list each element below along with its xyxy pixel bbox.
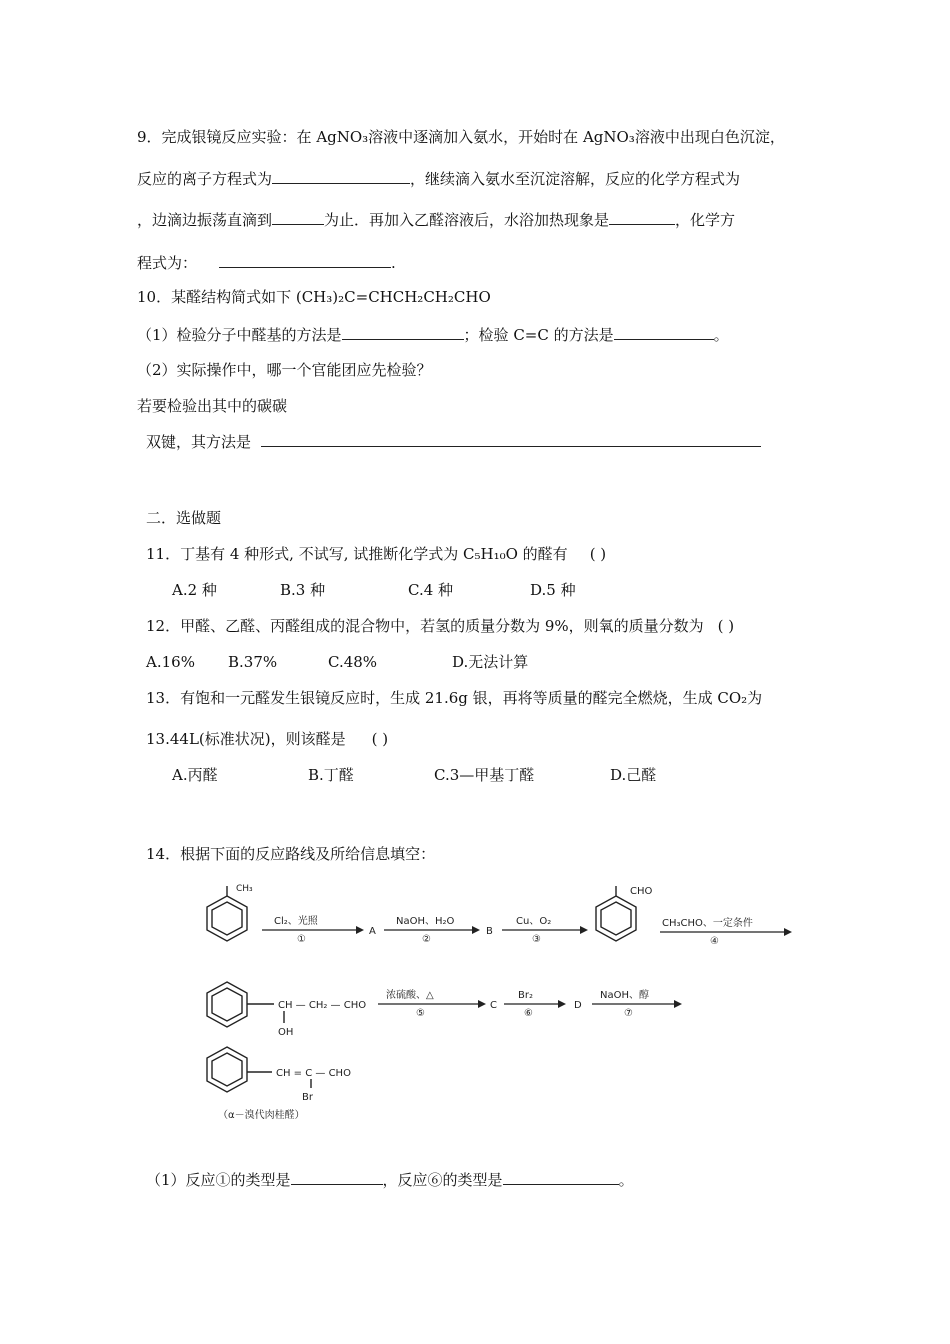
q13-stem-line1: 13．有饱和一元醛发生银镜反应时，生成 21.6g 银，再将等质量的醛完全燃烧，生成 CO₂为 <box>146 689 763 707</box>
step-4-reagent: CH₃CHO、一定条件 <box>662 918 753 929</box>
q10-part3: 若要检验出其中的碳碳 <box>137 397 288 415</box>
compound-d: D <box>574 1000 582 1011</box>
q10-text: ；检验 C=C 的方法是 <box>463 326 614 344</box>
final-product-name: （α－溴代肉桂醛） <box>218 1110 305 1121</box>
q9-line2 <box>137 168 740 189</box>
step-5-reagent: 浓硫酸、△ <box>386 990 434 1001</box>
step-4-number: ④ <box>710 936 719 947</box>
final-product-chain: CH = C — CHO <box>276 1068 351 1079</box>
step-1-reagent: Cl₂、光照 <box>274 916 318 927</box>
methyl-group: CH₃ <box>236 884 253 894</box>
q10-text: 。 <box>713 326 729 344</box>
q13-text: 13.44L(标准状况)，则该醛是 <box>146 730 346 748</box>
option-c[interactable]: C.4 种 <box>408 581 454 599</box>
step-7-reagent: NaOH、醇 <box>600 990 649 1001</box>
q10-text: （1）检验分子中醛基的方法是 <box>137 326 342 344</box>
q14-text: ，反应⑥的类型是 <box>382 1171 503 1189</box>
benzene-ring-icon <box>207 982 284 1027</box>
compound-b: B <box>486 926 493 937</box>
q14-text: （1）反应①的类型是 <box>146 1171 291 1189</box>
step-6-number: ⑥ <box>524 1008 533 1019</box>
q14-stem: 14．根据下面的反应路线及所给信息填空： <box>146 845 436 863</box>
step-1-number: ① <box>297 934 306 945</box>
step-2-number: ② <box>422 934 431 945</box>
step-2-reagent: NaOH、H₂O <box>396 916 455 927</box>
answer-blank[interactable] <box>219 252 391 268</box>
option-b[interactable]: B.3 种 <box>280 581 326 599</box>
q11-options <box>172 580 576 600</box>
q9-text: ，化学方 <box>675 211 736 229</box>
answer-paren[interactable]: ( ) <box>371 730 389 748</box>
option-a[interactable]: A.16% <box>146 653 195 671</box>
answer-blank[interactable] <box>261 431 761 447</box>
arrow-head-icon <box>784 928 792 936</box>
step-3-number: ③ <box>532 934 541 945</box>
q9-text: 程式为： <box>137 254 198 272</box>
q9-text: ，边滴边振荡直滴到 <box>137 211 273 229</box>
bromo-group: Br <box>302 1092 313 1103</box>
q9-line1: 9．完成银镜反应实验：在 AgNO₃溶液中逐滴加入氨水，开始时在 AgNO₃溶液中出现白色沉淀， <box>137 128 785 146</box>
q10-text: 双键，其方法是 <box>146 433 252 451</box>
q9-text: . <box>391 254 396 272</box>
answer-blank[interactable] <box>291 1169 383 1185</box>
step-6-reagent: Br₂ <box>518 990 533 1001</box>
benzene-ring-icon <box>207 886 247 941</box>
aldehyde-group: CHO <box>630 886 653 897</box>
reaction-scheme <box>196 880 796 1130</box>
answer-blank[interactable] <box>503 1169 619 1185</box>
q13-stem-line2 <box>146 729 388 749</box>
step-7-number: ⑦ <box>624 1008 633 1019</box>
q10-part2: （2）实际操作中，哪一个官能团应先检验？ <box>137 361 432 379</box>
option-d[interactable]: D.无法计算 <box>452 653 529 671</box>
answer-blank[interactable] <box>614 324 714 340</box>
q12-options <box>146 652 528 672</box>
step-5-number: ⑤ <box>416 1008 425 1019</box>
option-c[interactable]: C.3—甲基丁醛 <box>434 766 535 784</box>
option-b[interactable]: B.丁醛 <box>308 766 354 784</box>
compound-a: A <box>369 926 376 937</box>
hydroxyl-group: OH <box>278 1027 294 1038</box>
option-d[interactable]: D.己醛 <box>610 766 657 784</box>
q10-stem: 10．某醛结构简式如下 (CH₃)₂C=CHCH₂CH₂CHO <box>137 288 491 306</box>
q9-line4 <box>137 252 396 273</box>
arrow-head-icon <box>472 926 480 934</box>
step-3-reagent: Cu、O₂ <box>516 916 552 927</box>
q9-text: 反应的离子方程式为 <box>137 170 273 188</box>
q10-part4 <box>146 431 761 452</box>
arrow-head-icon <box>558 1000 566 1008</box>
option-a[interactable]: A.2 种 <box>172 581 217 599</box>
option-d[interactable]: D.5 种 <box>530 581 576 599</box>
answer-blank[interactable] <box>609 209 675 225</box>
arrow-head-icon <box>674 1000 682 1008</box>
option-a[interactable]: A.丙醛 <box>172 766 218 784</box>
aldol-product-chain: CH — CH₂ — CHO <box>278 1000 367 1011</box>
q11-text: 11．丁基有 4 种形式, 不试写, 试推断化学式为 C₅H₁₀O 的醛有 <box>146 545 568 563</box>
option-c[interactable]: C.48% <box>328 653 378 671</box>
answer-blank[interactable] <box>342 324 464 340</box>
q9-line3 <box>137 209 735 230</box>
arrow-head-icon <box>356 926 364 934</box>
q9-text: ，继续滴入氨水至沉淀溶解，反应的化学方程式为 <box>410 170 741 188</box>
q13-options <box>172 765 656 785</box>
option-b[interactable]: B.37% <box>228 653 278 671</box>
q14-text: 。 <box>618 1171 634 1189</box>
q12-stem <box>146 616 734 636</box>
arrow-head-icon <box>580 926 588 934</box>
section-heading: 二．选做题 <box>146 509 222 527</box>
q10-part1 <box>137 324 729 345</box>
q11-stem <box>146 544 606 564</box>
arrow-head-icon <box>478 1000 486 1008</box>
answer-paren[interactable]: ( ) <box>589 545 607 563</box>
answer-paren[interactable]: ( ) <box>717 617 735 635</box>
compound-c: C <box>490 1000 497 1011</box>
q9-text: 为止．再加入乙醛溶液后，水浴加热现象是 <box>324 211 610 229</box>
q14-part1 <box>146 1169 634 1190</box>
answer-blank[interactable] <box>272 168 410 184</box>
q12-text: 12．甲醛、乙醛、丙醛组成的混合物中，若氢的质量分数为 9%，则氧的质量分数为 <box>146 617 704 635</box>
answer-blank[interactable] <box>272 209 324 225</box>
